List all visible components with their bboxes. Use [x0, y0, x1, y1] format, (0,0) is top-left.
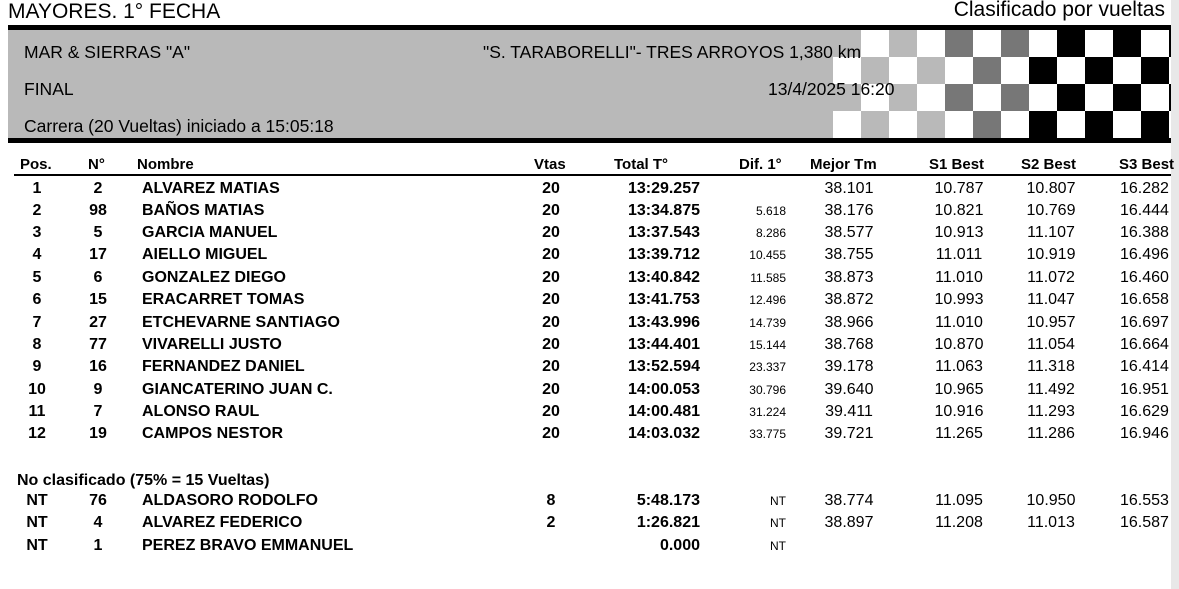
cell-laps: 20 [542, 180, 560, 197]
cell-total: 13:43.996 [627, 314, 700, 331]
cell-diff: 14.739 [749, 316, 786, 330]
cell-total: 14:00.053 [627, 381, 700, 398]
flag-square [1001, 84, 1029, 111]
cell-total: 13:39.712 [627, 246, 700, 263]
cell-num: 4 [93, 514, 103, 531]
table-row [0, 244, 1171, 266]
cell-name: GARCIA MANUEL [142, 224, 278, 241]
cell-diff: 15.144 [749, 338, 786, 352]
cell-laps: 20 [542, 224, 560, 241]
cell-diff: 12.496 [749, 293, 786, 307]
cell-s1: 11.011 [935, 246, 983, 263]
table-row [0, 200, 1171, 222]
cell-pos: NT [26, 537, 48, 554]
cell-name: ALVAREZ FEDERICO [142, 514, 303, 531]
cell-s2: 10.807 [1026, 180, 1076, 197]
cell-total: 13:41.753 [627, 291, 700, 308]
table-row [0, 178, 1171, 200]
cell-pos: 12 [28, 425, 46, 442]
circuit-name: "S. TARABORELLI"- TRES ARROYOS 1,380 km [483, 42, 862, 62]
table-row [0, 423, 1171, 445]
page-edge-shade [1171, 0, 1179, 589]
flag-square [1113, 30, 1141, 57]
header-rule-bottom [8, 138, 1171, 143]
flag-square [1029, 84, 1057, 111]
cell-pos: NT [26, 514, 48, 531]
cell-pos: NT [26, 492, 48, 509]
cell-total: 0.000 [659, 537, 700, 554]
cell-diff: 23.337 [749, 360, 786, 374]
cell-num: 19 [89, 425, 107, 442]
cell-diff: 11.585 [750, 271, 786, 285]
col-header-total: Total T° [614, 156, 669, 173]
cell-best: 38.897 [824, 514, 874, 531]
cell-best: 38.873 [824, 269, 874, 286]
cell-laps: 20 [542, 381, 560, 398]
col-header-best: Mejor Tm [810, 156, 877, 173]
table-row [0, 222, 1171, 244]
cell-diff: NT [770, 494, 786, 508]
cell-laps: 20 [542, 269, 560, 286]
col-header-pos: Pos. [20, 156, 52, 173]
cell-laps: 20 [542, 291, 560, 308]
cell-total: 5:48.173 [636, 492, 700, 509]
cell-pos: 6 [32, 291, 42, 308]
cell-total: 13:29.257 [627, 180, 700, 197]
flag-square [889, 30, 917, 57]
cell-pos: 7 [32, 314, 42, 331]
cell-s3: 16.496 [1120, 246, 1169, 263]
cell-best: 39.178 [824, 358, 874, 375]
cell-name: GIANCATERINO JUAN C. [142, 381, 333, 398]
flag-square [1141, 111, 1169, 138]
flag-square [805, 111, 833, 138]
cell-s2: 10.919 [1026, 246, 1076, 263]
cell-laps: 20 [542, 246, 560, 263]
cell-s3: 16.444 [1120, 202, 1169, 219]
col-header-s1: S1 Best [929, 156, 985, 173]
cell-total: 14:03.032 [627, 425, 700, 442]
cell-laps: 20 [542, 336, 560, 353]
cell-pos: 5 [32, 269, 42, 286]
cell-s2: 11.047 [1027, 291, 1075, 308]
flag-square [917, 84, 945, 111]
cell-diff: NT [770, 539, 786, 553]
cell-name: FERNANDEZ DANIEL [142, 358, 305, 375]
cell-num: 15 [89, 291, 107, 308]
cell-name: ETCHEVARNE SANTIAGO [142, 314, 340, 331]
cell-name: VIVARELLI JUSTO [142, 336, 282, 353]
cell-s3: 16.414 [1120, 358, 1169, 375]
cell-s3: 16.460 [1120, 269, 1169, 286]
cell-name: PEREZ BRAVO EMMANUEL [142, 537, 354, 554]
flag-square [1169, 111, 1171, 138]
cell-diff: 31.224 [749, 405, 786, 419]
cell-name: AIELLO MIGUEL [142, 246, 268, 263]
cell-s1: 10.870 [934, 336, 984, 353]
flag-square [1057, 30, 1085, 57]
cell-s1: 11.265 [935, 425, 983, 442]
cell-total: 13:44.401 [627, 336, 700, 353]
race-info: Carrera (20 Vueltas) iniciado a 15:05:18 [24, 116, 334, 136]
flag-square [1169, 57, 1171, 84]
cell-diff: 10.455 [749, 248, 786, 262]
flag-square [917, 30, 945, 57]
cell-pos: 2 [32, 202, 42, 219]
cell-total: 13:40.842 [627, 269, 700, 286]
flag-square [1001, 57, 1029, 84]
cell-num: 17 [89, 246, 107, 263]
cell-num: 76 [89, 492, 107, 509]
flag-square [973, 84, 1001, 111]
col-header-s3: S3 Best [1119, 156, 1175, 173]
cell-s1: 11.010 [935, 269, 983, 286]
cell-s1: 10.993 [934, 291, 984, 308]
cell-s2: 11.293 [1027, 403, 1075, 420]
cell-pos: 9 [32, 358, 42, 375]
flag-square [973, 111, 1001, 138]
cell-s1: 10.965 [934, 381, 984, 398]
cell-s3: 16.629 [1120, 403, 1169, 420]
cell-laps: 2 [546, 514, 556, 531]
flag-square [861, 30, 889, 57]
cell-s3: 16.946 [1120, 425, 1169, 442]
cell-num: 9 [93, 381, 103, 398]
cell-diff: 30.796 [749, 383, 786, 397]
flag-square [1001, 111, 1029, 138]
table-row [0, 379, 1171, 401]
session-name: FINAL [24, 79, 74, 99]
cell-s1: 10.913 [934, 224, 984, 241]
flag-square [1169, 84, 1171, 111]
flag-square [1085, 30, 1113, 57]
cell-s1: 11.063 [935, 358, 983, 375]
cell-s2: 11.492 [1027, 381, 1075, 398]
cell-name: GONZALEZ DIEGO [142, 269, 286, 286]
cell-pos: 3 [32, 224, 42, 241]
cell-best: 38.101 [824, 180, 874, 197]
cell-total: 1:26.821 [636, 514, 700, 531]
not-classified-heading: No clasificado (75% = 15 Vueltas) [17, 472, 270, 489]
series-name: MAR & SIERRAS "A" [24, 42, 191, 62]
cell-s3: 16.951 [1120, 381, 1169, 398]
col-header-s2: S2 Best [1021, 156, 1077, 173]
flag-square [1029, 30, 1057, 57]
cell-best: 38.577 [824, 224, 874, 241]
cell-s3: 16.697 [1120, 314, 1169, 331]
flag-square [945, 111, 973, 138]
cell-best: 39.640 [824, 381, 874, 398]
cell-num: 5 [93, 224, 103, 241]
table-row [0, 356, 1171, 378]
cell-best: 39.721 [824, 425, 874, 442]
session-datetime: 13/4/2025 16:20 [768, 79, 895, 99]
table-row [0, 312, 1171, 334]
cell-name: CAMPOS NESTOR [142, 425, 284, 442]
flag-square [917, 57, 945, 84]
cell-diff: 33.775 [749, 427, 786, 441]
flag-square [1169, 30, 1171, 57]
cell-best: 39.411 [825, 403, 873, 420]
cell-s3: 16.553 [1120, 492, 1169, 509]
cell-best: 38.755 [824, 246, 874, 263]
cell-diff: 8.286 [755, 226, 786, 240]
table-row [0, 535, 1171, 557]
cell-s2: 10.950 [1026, 492, 1076, 509]
table-row [0, 289, 1171, 311]
cell-laps: 8 [546, 492, 556, 509]
cell-pos: 4 [32, 246, 42, 263]
cell-laps: 20 [542, 425, 560, 442]
cell-s2: 11.013 [1027, 514, 1075, 531]
cell-s1: 10.787 [934, 180, 984, 197]
cell-s3: 16.388 [1120, 224, 1169, 241]
flag-square [1057, 84, 1085, 111]
cell-num: 6 [93, 269, 103, 286]
column-header-underline [14, 174, 1171, 176]
cell-s1: 11.208 [935, 514, 983, 531]
cell-s2: 11.054 [1027, 336, 1075, 353]
cell-best: 38.768 [824, 336, 874, 353]
flag-square [1057, 111, 1085, 138]
cell-num: 1 [93, 537, 103, 554]
cell-best: 38.966 [824, 314, 874, 331]
cell-s2: 11.107 [1027, 224, 1075, 241]
flag-square [1141, 30, 1169, 57]
flag-square [1057, 57, 1085, 84]
cell-s2: 11.072 [1027, 269, 1075, 286]
cell-s2: 11.318 [1027, 358, 1075, 375]
cell-pos: 8 [32, 336, 42, 353]
col-header-num: N° [88, 156, 105, 173]
cell-total: 14:00.481 [627, 403, 700, 420]
cell-total: 13:52.594 [627, 358, 700, 375]
cell-s2: 10.957 [1026, 314, 1076, 331]
cell-num: 98 [89, 202, 107, 219]
flag-square [917, 111, 945, 138]
flag-square [1141, 57, 1169, 84]
cell-total: 13:34.875 [627, 202, 700, 219]
flag-square [1085, 111, 1113, 138]
cell-s1: 10.916 [934, 403, 984, 420]
table-row [0, 490, 1171, 512]
cell-laps: 20 [542, 314, 560, 331]
flag-square [1113, 111, 1141, 138]
table-row [0, 267, 1171, 289]
cell-name: ALDASORO RODOLFO [142, 492, 318, 509]
classification-type: Clasificado por vueltas [953, 0, 1165, 21]
cell-best: 38.872 [824, 291, 874, 308]
cell-diff: 5.618 [755, 204, 786, 218]
cell-s1: 10.821 [934, 202, 984, 219]
cell-name: ALONSO RAUL [142, 403, 260, 420]
flag-square [1029, 57, 1057, 84]
cell-num: 77 [89, 336, 107, 353]
cell-num: 2 [93, 180, 103, 197]
col-header-laps: Vtas [534, 156, 566, 173]
flag-square [1113, 84, 1141, 111]
cell-s1: 11.095 [935, 492, 983, 509]
cell-name: ALVAREZ MATIAS [142, 180, 280, 197]
col-header-diff: Dif. 1° [739, 156, 782, 173]
cell-best: 38.774 [824, 492, 874, 509]
cell-s3: 16.282 [1120, 180, 1169, 197]
flag-square [861, 111, 889, 138]
cell-laps: 20 [542, 403, 560, 420]
cell-num: 7 [93, 403, 103, 420]
flag-square [945, 30, 973, 57]
col-header-name: Nombre [137, 156, 194, 173]
cell-name: ERACARRET TOMAS [142, 291, 305, 308]
cell-total: 13:37.543 [627, 224, 700, 241]
cell-s3: 16.658 [1120, 291, 1169, 308]
flag-square [1113, 57, 1141, 84]
flag-square [1141, 84, 1169, 111]
flag-square [889, 111, 917, 138]
flag-square [1085, 84, 1113, 111]
flag-square [1085, 57, 1113, 84]
table-row [0, 512, 1171, 534]
flag-square [945, 84, 973, 111]
cell-num: 16 [89, 358, 107, 375]
flag-square [973, 57, 1001, 84]
page-title: MAYORES. 1° FECHA [8, 0, 221, 23]
table-row [0, 401, 1171, 423]
flag-square [1029, 111, 1057, 138]
cell-s3: 16.664 [1120, 336, 1169, 353]
cell-best: 38.176 [824, 202, 874, 219]
cell-laps: 20 [542, 358, 560, 375]
flag-square [973, 30, 1001, 57]
flag-square [1001, 30, 1029, 57]
flag-square [833, 111, 861, 138]
flag-square [945, 57, 973, 84]
table-row [0, 334, 1171, 356]
cell-s2: 11.286 [1027, 425, 1075, 442]
cell-pos: 11 [28, 403, 46, 420]
cell-s1: 11.010 [935, 314, 983, 331]
cell-s3: 16.587 [1120, 514, 1169, 531]
cell-laps: 20 [542, 202, 560, 219]
cell-name: BAÑOS MATIAS [142, 202, 265, 219]
cell-pos: 10 [28, 381, 46, 398]
cell-s2: 10.769 [1026, 202, 1076, 219]
cell-diff: NT [770, 516, 786, 530]
cell-pos: 1 [32, 180, 42, 197]
cell-num: 27 [89, 314, 107, 331]
